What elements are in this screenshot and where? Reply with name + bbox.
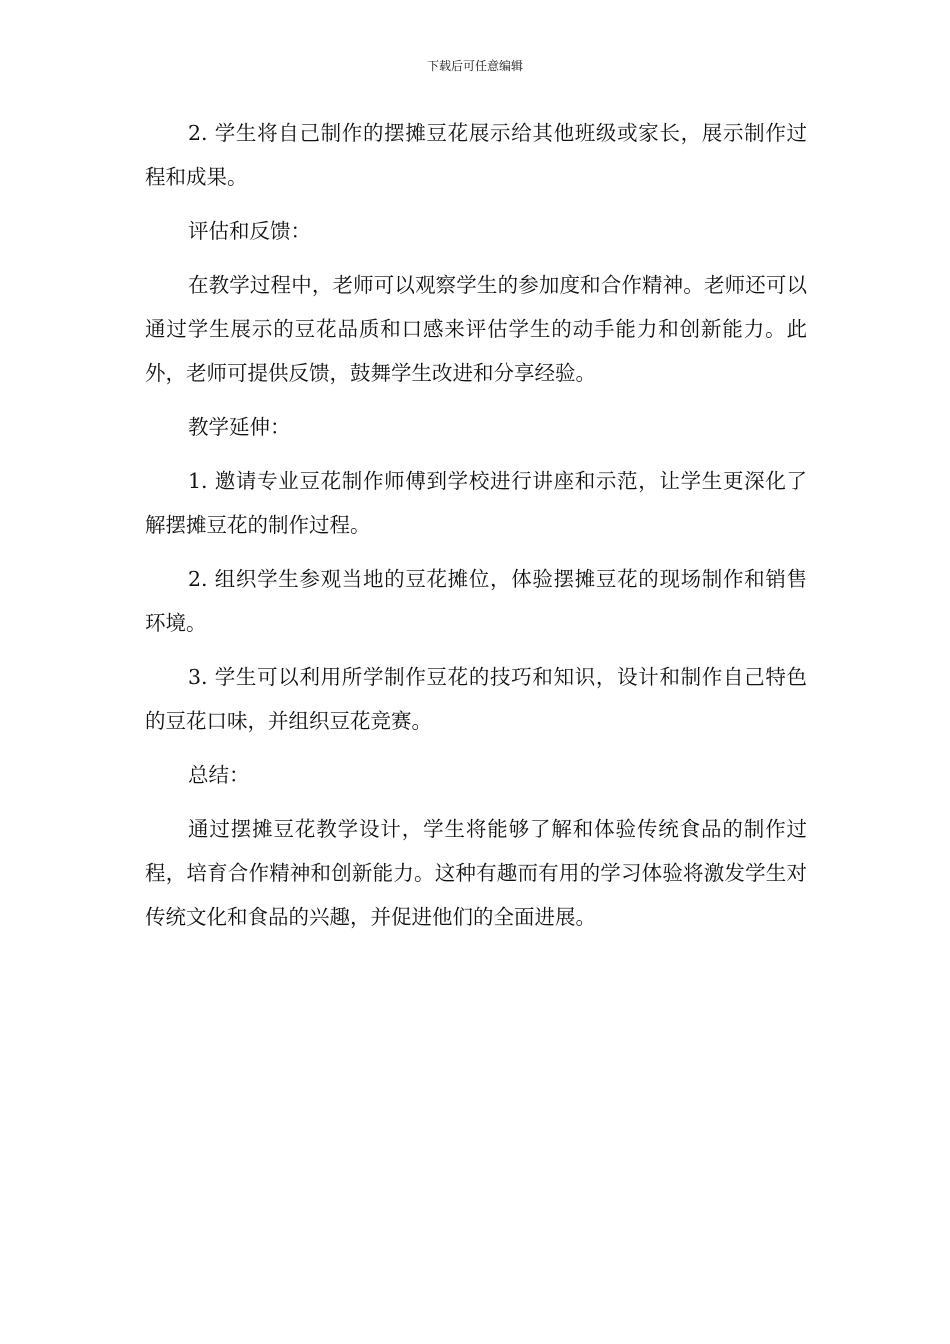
paragraph-extension-3: 3. 学生可以利用所学制作豆花的技巧和知识，设计和制作自己特色的豆花口味，并组织豆花竞赛。 [145,665,807,733]
paragraph-extension-2: 2. 组织学生参观当地的豆花摊位，体验摆摊豆花的现场制作和销售环境。 [145,567,807,635]
section-heading-extension: 教学延伸： [188,415,291,439]
page-header: 下载后可任意编辑 [426,59,523,73]
section-heading-evaluation: 评估和反馈： [188,219,311,243]
paragraph-extension-1: 1. 邀请专业豆花制作师傅到学校进行讲座和示范，让学生更深化了解摆摊豆花的制作过程。 [145,469,807,537]
document-body [145,111,807,949]
paragraph-evaluation: 在教学过程中，老师可以观察学生的参加度和合作精神。老师还可以通过学生展示的豆花品质和口感来评估学生的动手能力和创新能力。此外，老师可提供反馈，鼓舞学生改进和分享经验。 [145,273,807,385]
paragraph-display-step-2: 2. 学生将自己制作的摆摊豆花展示给其他班级或家长，展示制作过程和成果。 [145,121,807,189]
section-heading-summary: 总结： [188,763,250,787]
paragraph-summary: 通过摆摊豆花教学设计，学生将能够了解和体验传统食品的制作过程，培育合作精神和创新能力。这种有趣而有用的学习体验将激发学生对传统文化和食品的兴趣，并促进他们的全面进展。 [145,817,807,929]
